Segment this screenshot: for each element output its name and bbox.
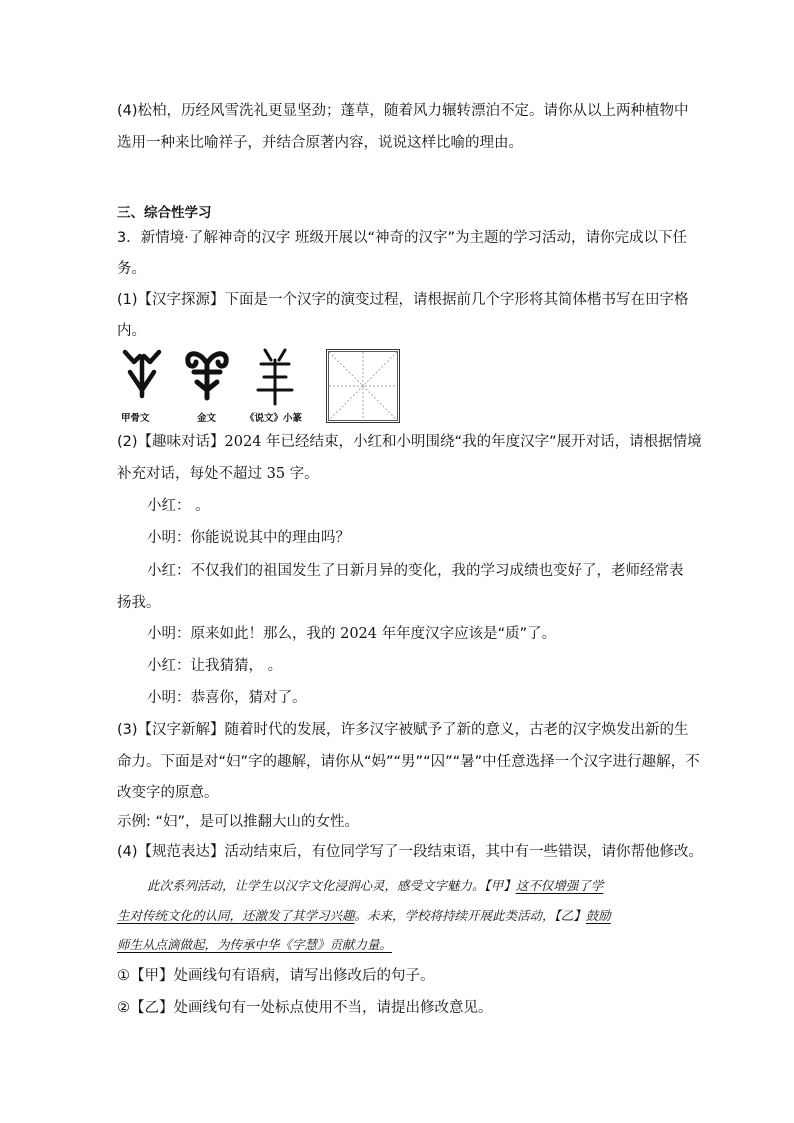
part2-line-2-start: 补充对话，每处不超过 (117, 466, 267, 482)
part1-line-1: (1)【汉字探源】下面是一个汉字的演变过程，请根据前几个字形将其简体楷书写在田字格 (117, 292, 689, 308)
part3-line-3: 改变字的原意。 (117, 785, 219, 801)
part3-line-2: 命力。下面是对“妇”字的趣解，请你从“妈”“男”“囚”“暑”中任意选择一个汉字进行趣解，不 (117, 754, 700, 770)
caption-xiaozhuan: 《说文》小篆 (245, 413, 303, 424)
bronze-inscription-sheep-glyph (184, 346, 230, 406)
part2-line-2 (117, 464, 319, 484)
part2-year: 2024 (224, 434, 262, 450)
dialogue-line-2: 小明：你能说说其中的理由吗？ (147, 530, 350, 546)
part3-example: 示例: “妇”，是可以推翻大山的女性。 (117, 814, 360, 830)
passage-1-text: 此次系列活动，让学生以汉字文化浸润心灵，感受文字魅力。【甲】 (147, 878, 516, 893)
part1-line-2: 内。 (117, 323, 146, 339)
dialogue-line-3-cont: 扬我。 (117, 595, 161, 611)
caption-jiaguwen: 甲骨文 (121, 413, 150, 424)
sub-question-2: ②【乙】处画线句有一处标点使用不当，请提出修改意见。 (117, 1000, 493, 1016)
passage-yi-underlined-2: 师生从点滴做起，为传承中华《字慧》贡献力量。 (117, 937, 393, 952)
part2-line-1-start: (2)【趣味对话】 (117, 434, 225, 450)
part2-char-limit: 35 (266, 466, 286, 482)
tianzige-writing-grid[interactable] (326, 349, 400, 423)
q4-line-1: (4)松柏，历经风雪洗礼更显坚劲；蓬草，随着风力辗转漂泊不定。请你从以上两种植物中 (117, 103, 689, 119)
dialogue-4-end: 年年度汉字应该是“质”了。 (377, 626, 557, 642)
dialogue-4-year: 2024 (340, 626, 378, 642)
part4-line-1: (4)【规范表达】活动结束后，有位同学写了一段结束语，其中有一些错误，请你帮他修改。 (117, 844, 704, 860)
passage-2-text: 。未来，学校将持续开展此类活动，【乙】 (354, 908, 586, 923)
passage-jia-underlined-2: 生对传统文化的认同，还激发了其学习兴趣 (117, 908, 355, 923)
dialogue-line-3: 小红：不仅我们的祖国发生了日新月异的变化，我的学习成绩也变好了，老师经常表 (147, 563, 684, 579)
part2-line-2-end: 字。 (285, 466, 319, 482)
dialogue-line-4 (147, 624, 556, 644)
q3-intro-line-2: 务。 (117, 261, 146, 277)
dialogue-line-6: 小明：恭喜你，猜对了。 (147, 690, 307, 706)
dialogue-4-start: 小明：原来如此！那么，我的 (147, 626, 341, 642)
part3-line-1: (3)【汉字新解】随着时代的发展，许多汉字被赋予了新的意义，古老的汉字焕发出新的生 (117, 722, 689, 738)
passage-yi-underlined-1: 鼓励 (585, 908, 611, 923)
section-title: 三、综合性学习 (117, 205, 212, 221)
q3-intro-line-1: 3．新情境·了解神奇的汉字 班级开展以“神奇的汉字”为主题的学习活动，请你完成以下任 (117, 230, 687, 246)
part2-line-1-end: 年已经结束，小红和小明围绕“我的年度汉字”展开对话，请根据情境 (261, 434, 702, 450)
passage-jia-underlined-1: 这不仅增强了学 (515, 878, 604, 893)
passage-line-3 (117, 935, 392, 955)
part2-line-1 (117, 432, 702, 452)
q4-line-2: 选用一种来比喻祥子，并结合原著内容，说说这样比喻的理由。 (117, 135, 523, 151)
passage-line-1 (147, 876, 603, 896)
caption-jinwen: 金文 (197, 413, 217, 424)
small-seal-sheep-glyph (255, 346, 295, 406)
passage-line-2 (117, 906, 611, 926)
dialogue-line-1: 小红： 。 (147, 498, 210, 514)
oracle-bone-sheep-glyph (121, 346, 163, 406)
dialogue-line-5: 小红：让我猜猜， 。 (147, 658, 283, 674)
sub-question-1: ①【甲】处画线句有语病，请写出修改后的句子。 (117, 968, 435, 984)
